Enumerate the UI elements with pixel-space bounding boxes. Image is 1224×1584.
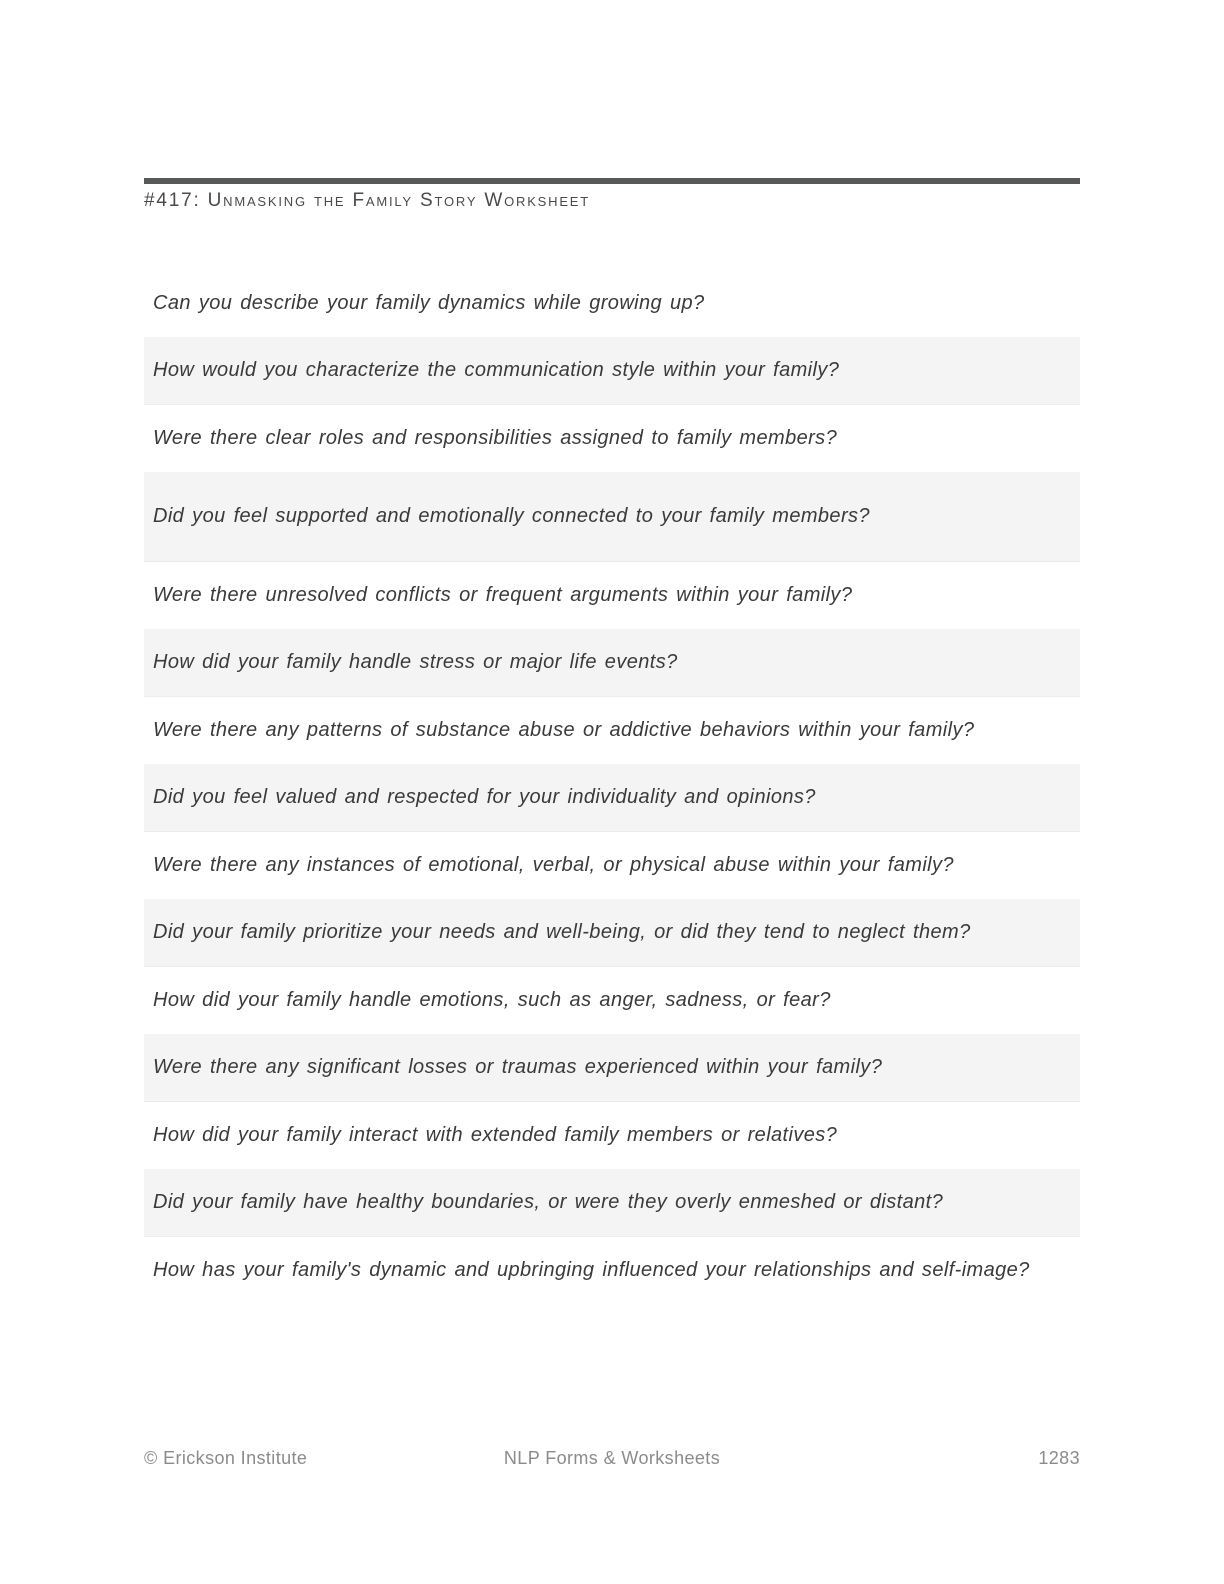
question-row	[144, 270, 1080, 337]
question-list	[144, 270, 1080, 1304]
question-row	[144, 764, 1080, 832]
question-text: Did your family prioritize your needs and well-being, or did they tend to neglect them?	[153, 921, 971, 943]
question-text: How has your family's dynamic and upbringing influenced your relationships and self-image?	[153, 1259, 1030, 1281]
question-text: Were there any patterns of substance abuse or addictive behaviors within your family?	[153, 719, 975, 741]
question-text: Were there any significant losses or traumas experienced within your family?	[153, 1056, 883, 1078]
question-row	[144, 832, 1080, 899]
footer-copyright: © Erickson Institute	[144, 1448, 308, 1468]
question-text: Can you describe your family dynamics while growing up?	[153, 292, 705, 314]
question-row	[144, 472, 1080, 562]
question-text: Did your family have healthy boundaries, or were they overly enmeshed or distant?	[153, 1191, 944, 1213]
question-row	[144, 1237, 1080, 1304]
question-row	[144, 562, 1080, 629]
question-row	[144, 1169, 1080, 1237]
question-text: Were there clear roles and responsibilities assigned to family members?	[153, 427, 838, 449]
question-row	[144, 1102, 1080, 1169]
question-text: How did your family interact with extended family members or relatives?	[153, 1124, 838, 1146]
header-rule	[144, 178, 1080, 184]
question-text: Were there any instances of emotional, verbal, or physical abuse within your family?	[153, 854, 954, 876]
question-row	[144, 899, 1080, 967]
footer-page-number: 1283	[1038, 1448, 1081, 1468]
page-title: #417: Unmasking the Family Story Worksheet	[144, 190, 591, 211]
question-text: Were there unresolved conflicts or frequent arguments within your family?	[153, 584, 853, 606]
question-text: How did your family handle emotions, such as anger, sadness, or fear?	[153, 989, 831, 1011]
question-row	[144, 405, 1080, 472]
question-text: Did you feel valued and respected for your individuality and opinions?	[153, 786, 816, 808]
question-row	[144, 967, 1080, 1034]
question-row	[144, 697, 1080, 764]
question-row	[144, 1034, 1080, 1102]
question-text: How would you characterize the communication style within your family?	[153, 359, 840, 381]
footer	[144, 1446, 1080, 1470]
question-text: How did your family handle stress or major life events?	[153, 651, 678, 673]
footer-center-label: NLP Forms & Worksheets	[503, 1448, 721, 1468]
question-row	[144, 337, 1080, 405]
question-text: Did you feel supported and emotionally connected to your family members?	[153, 505, 870, 527]
question-row	[144, 629, 1080, 697]
